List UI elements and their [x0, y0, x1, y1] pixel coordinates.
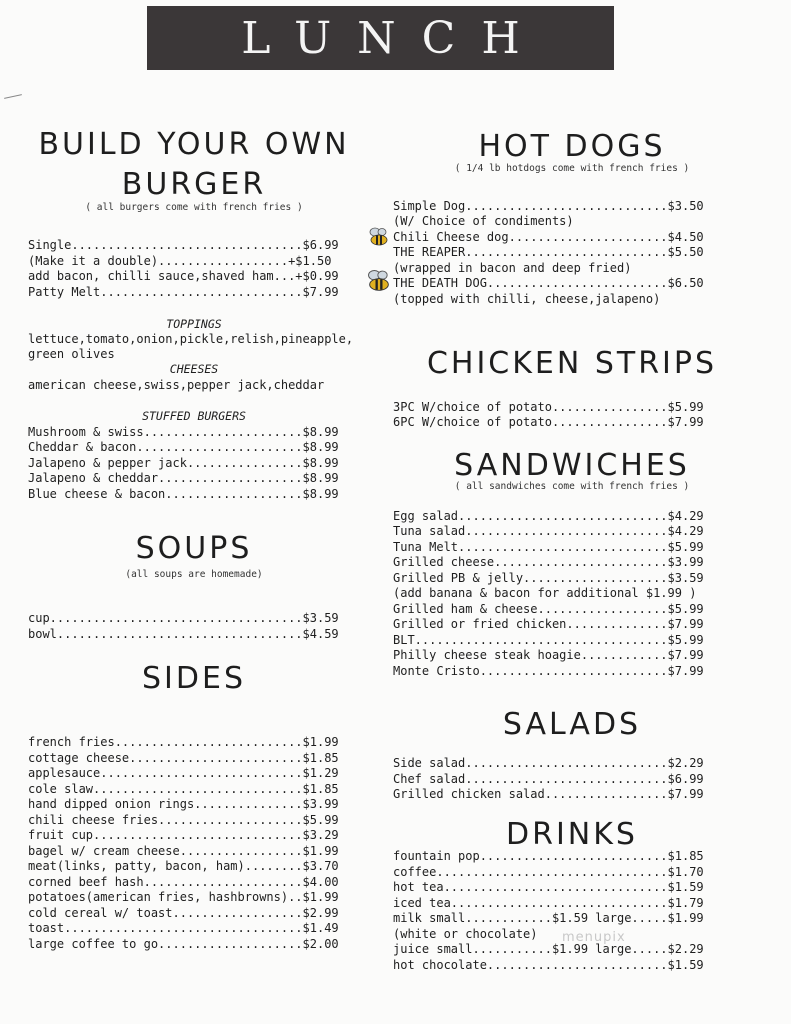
cheeses-text: american cheese,swiss,pepper jack,cheddar [28, 378, 325, 392]
menu-item: Grilled cheese........................$3.99 [393, 555, 704, 569]
menu-item: hot chocolate.........................$1.59 [393, 958, 704, 972]
chicken-title: CHICKEN STRIPS [426, 346, 718, 381]
menu-item: Patty Melt............................$7.99 [28, 285, 339, 299]
menu-item: Chili Cheese dog......................$4.50 [393, 230, 704, 244]
sandwiches-title: SANDWICHES [454, 448, 690, 483]
menu-note: (topped with chilli, cheese,jalapeno) [393, 292, 661, 306]
menu-item: cup...................................$3.59 [28, 611, 339, 625]
menu-item: fountain pop..........................$1.85 [393, 849, 704, 863]
toppings-text: lettuce,tomato,onion,pickle,relish,pineapple, [28, 332, 354, 346]
menu-note: (white or chocolate) [393, 927, 538, 941]
right-column [393, 0, 751, 1024]
menu-item: applesauce............................$1.29 [28, 766, 339, 780]
menu-item: Tuna salad............................$4.29 [393, 524, 704, 538]
bee-icon [367, 227, 391, 247]
menu-item: 6PC W/choice of potato................$7.99 [393, 415, 704, 429]
watermark: menupix [562, 930, 626, 945]
menu-item: large coffee to go....................$2.00 [28, 937, 339, 951]
sides-title: SIDES [142, 661, 246, 696]
menu-item: Mushroom & swiss......................$8.99 [28, 425, 339, 439]
burger-title-line2: BURGER [121, 167, 267, 202]
soups-title: SOUPS [135, 531, 253, 566]
menu-item: cole slaw.............................$1.85 [28, 782, 339, 796]
menu-item: juice small...........$1.99 large.....$2.29 [393, 942, 704, 956]
scan-mark [4, 94, 22, 99]
menu-item: corned beef hash......................$4.00 [28, 875, 339, 889]
bee-icon [365, 268, 393, 294]
hotdogs-note: ( 1/4 lb hotdogs come with french fries ) [454, 163, 690, 174]
menu-item: bagel w/ cream cheese.................$1.99 [28, 844, 339, 858]
menu-item: iced tea..............................$1.79 [393, 896, 704, 910]
menu-item: bowl..................................$4.59 [28, 627, 339, 641]
menu-item: coffee................................$1.70 [393, 865, 704, 879]
menu-item: cottage cheese........................$1.85 [28, 751, 339, 765]
burger-note: ( all burgers come with french fries ) [85, 202, 303, 213]
menu-item: meat(links, patty, bacon, ham)........$3.70 [28, 859, 339, 873]
burger-title-line1: BUILD YOUR OWN [38, 127, 350, 162]
menu-item: Monte Cristo..........................$7.99 [393, 664, 704, 678]
menu-item: 3PC W/choice of potato................$5.99 [393, 400, 704, 414]
menu-item: Grilled PB & jelly....................$3.59 [393, 571, 704, 585]
left-column [28, 0, 360, 1024]
menu-item: hot tea...............................$1.59 [393, 880, 704, 894]
menu-note: (W/ Choice of condiments) [393, 214, 574, 228]
menu-item: Grilled or fried chicken..............$7.99 [393, 617, 704, 631]
menu-item: (Make it a double)..................+$1.50 [28, 254, 332, 268]
menu-item: toast.................................$1.49 [28, 921, 339, 935]
menu-item: Grilled ham & cheese..................$5.99 [393, 602, 704, 616]
menu-item: hand dipped onion rings...............$3.99 [28, 797, 339, 811]
drinks-title: DRINKS [506, 817, 638, 852]
menu-item: Tuna Melt.............................$5.99 [393, 540, 704, 554]
menu-note: (add banana & bacon for additional $1.99 ) [393, 586, 697, 600]
soups-note: (all soups are homemade) [125, 569, 263, 580]
menu-item: Side salad............................$2.29 [393, 756, 704, 770]
hotdogs-title: HOT DOGS [478, 129, 666, 164]
stuffed-label: STUFFED BURGERS [142, 409, 246, 423]
menu-item: add bacon, chilli sauce,shaved ham...+$0.99 [28, 269, 339, 283]
menu-item: Philly cheese steak hoagie............$7.99 [393, 648, 704, 662]
menu-item: Single................................$6.99 [28, 238, 339, 252]
menu-item: Cheddar & bacon.......................$8.99 [28, 440, 339, 454]
menu-item: BLT...................................$5.99 [393, 633, 704, 647]
cheeses-label: CHEESES [169, 362, 219, 376]
menu-item: french fries..........................$1.99 [28, 735, 339, 749]
menu-item: THE DEATH DOG.........................$6.50 [393, 276, 704, 290]
toppings-label: TOPPINGS [166, 317, 222, 331]
menu-item: Chef salad............................$6.99 [393, 772, 704, 786]
toppings-text: green olives [28, 347, 115, 361]
menu-item: Grilled chicken salad.................$7.99 [393, 787, 704, 801]
menu-item: Jalapeno & cheddar....................$8.99 [28, 471, 339, 485]
menu-item: milk small............$1.59 large.....$1.99 [393, 911, 704, 925]
menu-item: chili cheese fries....................$5.99 [28, 813, 339, 827]
salads-title: SALADS [502, 707, 642, 742]
sandwiches-note: ( all sandwiches come with french fries ) [454, 481, 690, 492]
banner-title: LUNCH [241, 12, 546, 64]
menu-item: Egg salad.............................$4.29 [393, 509, 704, 523]
menu-item: Jalapeno & pepper jack................$8.99 [28, 456, 339, 470]
menu-item: Blue cheese & bacon...................$8.99 [28, 487, 339, 501]
menu-item: Simple Dog............................$3.50 [393, 199, 704, 213]
menu-item: cold cereal w/ toast..................$2.99 [28, 906, 339, 920]
menu-note: (wrapped in bacon and deep fried) [393, 261, 632, 275]
menu-item: potatoes(american fries, hashbrowns)..$1.99 [28, 890, 339, 904]
menu-item: fruit cup.............................$3.29 [28, 828, 339, 842]
menu-item: THE REAPER............................$5.50 [393, 245, 704, 259]
